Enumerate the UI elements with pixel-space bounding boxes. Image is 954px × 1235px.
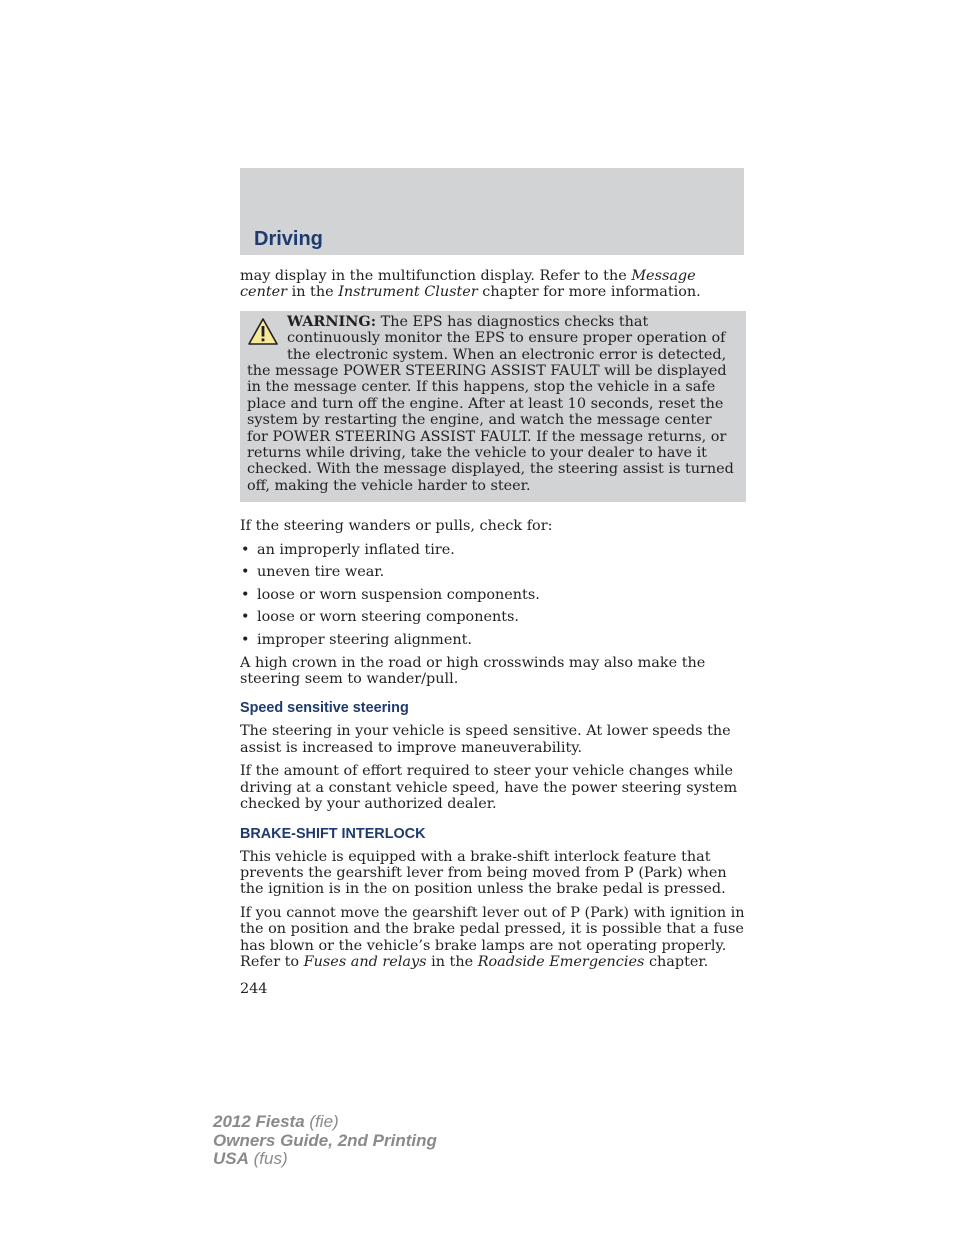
speed-paragraph-2: If the amount of effort required to steer your vehicle changes while driving at a constant vehicle speed, have the power steering system checked by your authorized dealer.	[240, 763, 738, 813]
footer-model-code: (fie)	[304, 1112, 339, 1131]
warning-label: WARNING:	[287, 312, 377, 330]
interlock-paragraph-1: This vehicle is equipped with a brake-shift interlock feature that prevents the gearshift lever from being moved from P (Park) when the ignition is in the on position unless the brake pedal is pressed.	[240, 848, 727, 898]
intro-text: chapter for more information.	[477, 284, 701, 301]
footer-line-model	[213, 1113, 437, 1132]
warning-triangle-icon	[247, 317, 281, 351]
crown-paragraph: A high crown in the road or high crosswinds may also make the steering seem to wander/pull.	[240, 654, 706, 688]
check-list	[240, 542, 746, 649]
list-item: • loose or worn steering components.	[240, 609, 746, 625]
warning-text	[247, 314, 734, 494]
warning-box	[240, 311, 746, 502]
list-item: • loose or worn suspension components.	[240, 587, 746, 603]
interlock-text: chapter.	[644, 953, 709, 970]
list-item: • improper steering alignment.	[240, 632, 746, 648]
footer-market-code: (fus)	[248, 1149, 288, 1168]
speed-paragraph-1: The steering in your vehicle is speed sensitive. At lower speeds the assist is increased to improve maneuverability.	[240, 723, 731, 756]
list-item: • uneven tire wear.	[240, 564, 746, 580]
fuses-reference: Fuses and relays	[303, 953, 427, 970]
brake-shift-heading: BRAKE-SHIFT INTERLOCK	[240, 825, 426, 842]
footer-model: 2012 Fiesta	[213, 1112, 305, 1131]
roadside-reference: Roadside Emergencies	[477, 953, 645, 970]
speed-sensitive-heading: Speed sensitive steering	[240, 700, 409, 717]
instrument-cluster-reference: Instrument Cluster	[338, 284, 478, 301]
chapter-title: Driving	[254, 228, 323, 250]
list-item: • an improperly inflated tire.	[240, 542, 746, 558]
interlock-text: If you cannot move the gearshift lever out of P (Park) with ignition in the on position and the brake pedal pressed, it is possible that a fuse has blown or the vehicle’s brake lamps are not operating properly. Refer to	[240, 904, 745, 970]
intro-paragraph	[240, 268, 746, 301]
warning-body: The EPS has diagnostics checks that continuously monitor the EPS to ensure proper operation of the electronic system. When an electronic error is detected, the message POWER STEERING ASSIST FAULT will be displayed in the message center. If this happens, stop the vehicle in a safe place and turn off the engine. After at least 10 seconds, reset the system by restarting the engine, and watch the message center for POWER STEERING ASSIST FAULT. If the message returns, or returns while driving, take the vehicle to your dealer to have it checked. With the message displayed, the steering assist is turned off, making the vehicle harder to steer.	[247, 313, 734, 494]
interlock-text: in the	[426, 953, 478, 970]
footer-guide: Owners Guide, 2nd Printing	[213, 1130, 437, 1150]
document-footer	[213, 1113, 437, 1169]
intro-text: may display in the multifunction display. Refer to the	[240, 268, 632, 284]
page-number: 244	[240, 981, 268, 998]
footer-line-market	[213, 1150, 437, 1169]
message-center-reference: Message center	[240, 268, 696, 301]
intro-text: in the	[287, 284, 339, 301]
page-content	[240, 268, 746, 998]
chapter-header	[240, 168, 744, 255]
check-intro: If the steering wanders or pulls, check for:	[240, 518, 553, 535]
footer-line-guide	[213, 1132, 437, 1151]
interlock-paragraph-2	[240, 905, 746, 971]
footer-market: USA	[213, 1149, 249, 1168]
